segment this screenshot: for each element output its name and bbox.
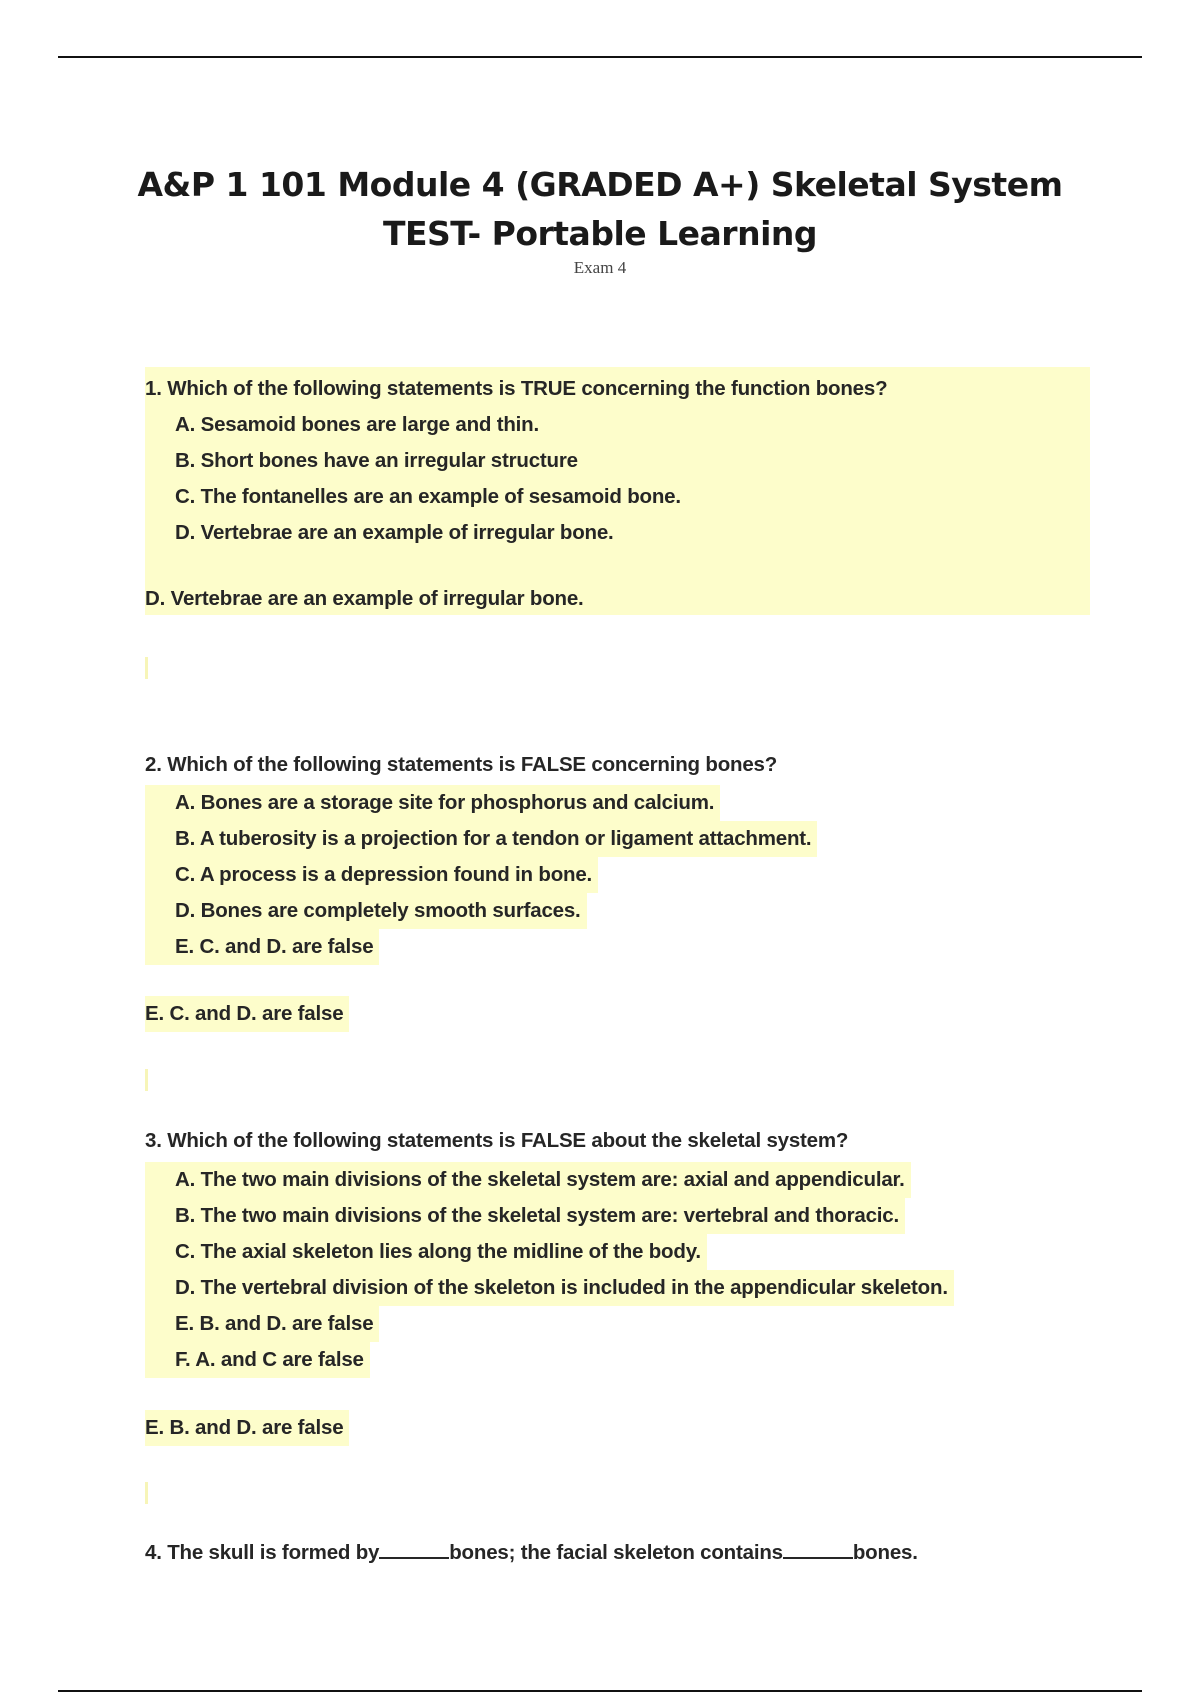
- question-3-option-e: E. B. and D. are false: [145, 1306, 379, 1342]
- document-subtitle: Exam 4: [573, 258, 627, 277]
- question-1-answer: D. Vertebrae are an example of irregular bone.: [145, 587, 584, 610]
- cursor-marker: [145, 1482, 148, 1504]
- question-2-option-e: E. C. and D. are false: [145, 929, 379, 965]
- question-4-prompt: [145, 1538, 918, 1568]
- question-3-prompt: 3. Which of the following statements is FALSE about the skeletal system?: [145, 1129, 849, 1152]
- question-4-prompt-part-2: bones; the facial skeleton contains: [449, 1541, 783, 1564]
- question-1-option-d: D. Vertebrae are an example of irregular bone.: [175, 521, 614, 544]
- question-4-prompt-part-3: bones.: [852, 1541, 918, 1564]
- question-3-option-b: B. The two main divisions of the skeletal system are: vertebral and thoracic.: [145, 1198, 905, 1234]
- question-2-option-a: A. Bones are a storage site for phosphorus and calcium.: [145, 785, 720, 821]
- answer-blank: [783, 1539, 853, 1559]
- question-4-prompt-part-1: 4. The skull is formed by: [145, 1541, 380, 1564]
- document-title: A&P 1 101 Module 4 (GRADED A+) Skeletal System TEST- Portable Learning: [137, 165, 1063, 253]
- question-2-prompt: 2. Which of the following statements is FALSE concerning bones?: [145, 753, 778, 776]
- question-3-option-c: C. The axial skeleton lies along the midline of the body.: [145, 1234, 707, 1270]
- question-1-prompt: 1. Which of the following statements is TRUE concerning the function bones?: [145, 377, 888, 400]
- question-1-option-a: A. Sesamoid bones are large and thin.: [175, 413, 539, 436]
- question-2-answer: E. C. and D. are false: [145, 996, 349, 1032]
- question-2-option-c: C. A process is a depression found in bone.: [145, 857, 598, 893]
- question-2-option-d: D. Bones are completely smooth surfaces.: [145, 893, 587, 929]
- question-1-option-c: C. The fontanelles are an example of sesamoid bone.: [175, 485, 681, 508]
- question-2-option-b: B. A tuberosity is a projection for a tendon or ligament attachment.: [145, 821, 817, 857]
- question-1-option-b: B. Short bones have an irregular structure: [175, 449, 578, 472]
- cursor-marker: [145, 657, 148, 679]
- top-rule: [58, 56, 1142, 58]
- answer-blank: [379, 1539, 449, 1559]
- question-3-option-f: F. A. and C are false: [145, 1342, 370, 1378]
- question-3-answer: E. B. and D. are false: [145, 1410, 349, 1446]
- question-3-option-d: D. The vertebral division of the skeleton is included in the appendicular skeleton.: [145, 1270, 954, 1306]
- question-3-option-a: A. The two main divisions of the skeletal system are: axial and appendicular.: [145, 1162, 911, 1198]
- cursor-marker: [145, 1069, 148, 1091]
- bottom-rule: [58, 1690, 1142, 1692]
